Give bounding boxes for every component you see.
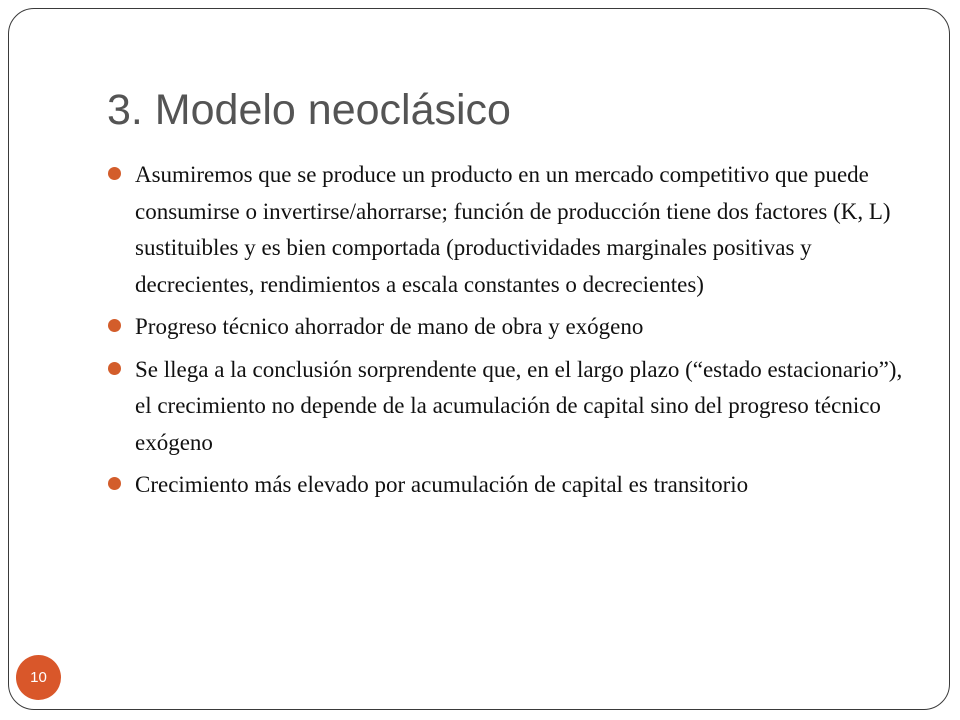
bullet-item [108, 309, 908, 346]
bullet-dot-icon [108, 362, 121, 375]
bullet-item [108, 352, 908, 462]
bullet-dot-icon [108, 319, 121, 332]
bullet-dot-icon [108, 167, 121, 180]
slide-title: 3. Modelo neoclásico [107, 86, 511, 134]
bullet-item [108, 157, 908, 303]
page-number-badge [16, 655, 61, 700]
page-number: 10 [30, 669, 47, 686]
bullet-text: Asumiremos que se produce un producto en un mercado competitivo que puede consumirse o invertirse/ahorrarse; función de producción tiene dos factores (K, L) sustituibles y es bien comportada (productividades marginales positivas y decrecientes, rendimientos a escala constantes o decrecientes) [135, 162, 891, 297]
bullet-text: Crecimiento más elevado por acumulación de capital es transitorio [135, 472, 749, 497]
bullet-text: Se llega a la conclusión sorprendente que, en el largo plazo (“estado estacionario”), el crecimiento no depende de la acumulación de capital sino del progreso técnico exógeno [135, 356, 903, 455]
bullet-text: Progreso técnico ahorrador de mano de obra y exógeno [135, 314, 644, 339]
bullet-list [108, 157, 908, 510]
bullet-dot-icon [108, 477, 121, 490]
bullet-item [108, 467, 908, 504]
